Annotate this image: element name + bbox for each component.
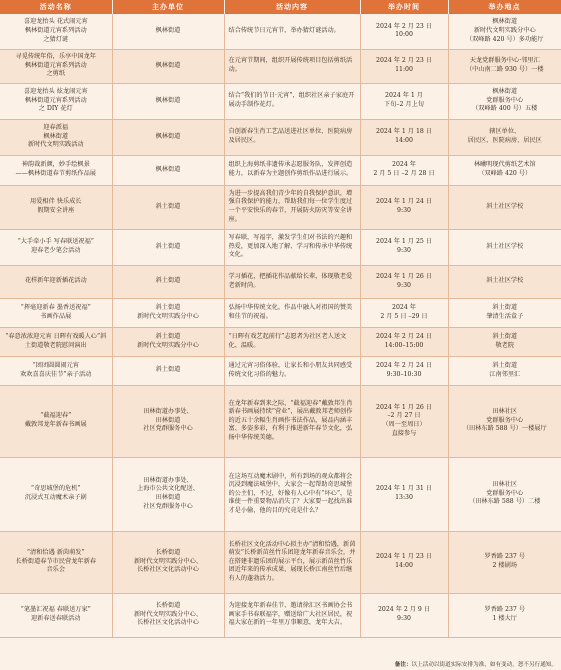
table-row (0, 265, 561, 298)
activity-time: 2024 年 1 月 18 日 14:00 (360, 119, 448, 155)
organizer: 田林街道办事处、 上海市公共文化配送、 田林街道 社区党群服务中心 (112, 457, 224, 531)
organizer: 枫林街道 (112, 155, 224, 185)
activity-time: 2024 年 2 月 5 日 –2 月 28 日 (360, 155, 448, 185)
organizer: 斜土街道 新时代文明实践分中心 (112, 298, 224, 327)
organizer: 枫林街道 (112, 14, 224, 49)
table-row (0, 83, 561, 119)
activity-time: 2024 年 2 月 23 日 11:00 (360, 49, 448, 83)
activity-content: 弘扬中华传统文化，作品中融入对祖国的赞美和佳节的祝福。 (224, 298, 360, 327)
activity-time: 2024 年 1 月 23 日 14:00 (360, 531, 448, 593)
activity-place: 罗香路 237 号 2 楼剧场 (448, 531, 561, 593)
activity-content: 为进一步提高我们青少年的自我保护意识，增强自我保护的能力，帮助我们每一位学生度过一个平安快乐的春节，开展防火防灾等安全讲座。 (224, 185, 360, 229)
header-organizer: 主办单位 (112, 0, 224, 14)
table-row (0, 185, 561, 229)
activity-name: 喜迎龙抬头 花式闹元宵 枫林街道元宵系列活动 之猜灯谜 (0, 14, 112, 49)
activity-time: 2024 年 1 月 25 日 9:30 (360, 229, 448, 265)
footnote-text: 以上活动以街道实际安排为准，如有变动，恕不另行通知。 (411, 662, 557, 668)
activity-place: 斜土街道 敬老院 (448, 327, 561, 356)
activity-time: 2024 年 2 月 24 日 9:30–10:30 (360, 356, 448, 385)
organizer: 斜土街道 (112, 185, 224, 229)
activity-place: 天龙党群服务中心·邻里汇 （中山南二路 930 号）一楼 (448, 49, 561, 83)
activity-name: 寻觅传统年俗，乐享中国龙年 枫林街道元宵系列活动 之剪纸 (0, 49, 112, 83)
activity-content: 为迎接龙年新春佳节，邀请徐汇区书画协会书画家手书春联福字，赠送给广大社区居民，祝福大家在新的一年里万事顺意，龙年大吉。 (224, 593, 360, 637)
activity-content: 写春联，写福字，激发学生们对书法的兴趣和热爱，更加深入地了解、学习和传承中华传统文化。 (224, 229, 360, 265)
activity-content: 通过元宵习俗体验，让家长和小朋友共同感受传统文化习俗的魅力。 (224, 356, 360, 385)
activity-name: “笔墨汇祝福 春联送万家” 迎新春送春联活动 (0, 593, 112, 637)
header-place: 举办地点 (448, 0, 561, 14)
table-row (0, 457, 561, 531)
activity-name: “团团圆圆闹元宵 欢欢喜喜庆佳节”亲子活动 (0, 356, 112, 385)
activity-place: 斜土街道 江南邻里汇 (448, 356, 561, 385)
table-row (0, 155, 561, 185)
activity-time: 2024 年 1 月 下旬–2 月上旬 (360, 83, 448, 119)
activity-content: 在这场互动魔术剧中，所有到场的观众都将会沉浸到魔法城堡中，大家会一起帮助奇思城堡的公主们，不过，好像有人心中有“坏心”，是谁使一件重要物品消失了？大家要一起找出谁才是小偷，他的目的究竟是什么？ (224, 457, 360, 531)
table-row (0, 385, 561, 457)
activity-content: 学习插花，把插花作品献给长辈，体现敬老爱老新时尚。 (224, 265, 360, 298)
activity-time: 2024 年 2 月 24 日 14:00–15:00 (360, 327, 448, 356)
table-row (0, 14, 561, 49)
table-row (0, 119, 561, 155)
activity-place: 斜土社区学校 (448, 185, 561, 229)
activity-content: 结合传统节日元宵节，举办猜灯谜活动。 (224, 14, 360, 49)
organizer: 枫林街道 (112, 83, 224, 119)
footnote (0, 660, 557, 668)
activity-content: 自创新春生肖工艺品送进社区单位、医院病房及居民区。 (224, 119, 360, 155)
table-row (0, 298, 561, 327)
organizer: 长桥街道 新时代文明实践分中心、 长桥社区文化活动中心 (112, 593, 224, 637)
activity-place: 枫林街道 新时代文明实践分中心 （双峰路 420 号）多功能厅 (448, 14, 561, 49)
activity-content: 组织上海剪纸非遗传承志愿服务队，发挥创造能力，以新春为主题创作剪纸作品进行展示。 (224, 155, 360, 185)
organizer: 长桥街道 新时代文明实践分中心、 长桥社区文化活动中心 (112, 531, 224, 593)
activity-name: 神韵裁新颜，妙手绘枫景 ——枫林街道春节剪纸作品展 (0, 155, 112, 185)
header-time: 举办时间 (360, 0, 448, 14)
activity-content: 在元宵节期间，组织开展传统项目包括剪纸活动。 (224, 49, 360, 83)
activity-place: 斜土社区学校 (448, 229, 561, 265)
activity-name: “春意浓浓迎元宵 日晖有戏暖人心”斜土街道敬老院慰问演出 (0, 327, 112, 356)
activity-content: 结合“我们的节日·元宵”，组织社区亲子家庭开展动手制作花灯。 (224, 83, 360, 119)
header-content: 活动内容 (224, 0, 360, 14)
activity-name: “清和恰遇 新茵萌发” 长桥街道春节市民营龙年新春 音乐会 (0, 531, 112, 593)
activity-content: 在龙年新春到来之际，“截福迎春”戴敦邦生肖新春书画展持续“营业”，展出戴敦邦老师创作的近五十余幅生肖画作书法作品，展品内涵丰富、多姿多彩，有利于推进新年春节文化，弘扬中华传统美德。 (224, 385, 360, 457)
table-body (0, 14, 561, 637)
activity-place: 罗香路 237 号 1 楼大厅 (448, 593, 561, 637)
activity-time: 2024 年 2 月 5 日 –29 日 (360, 298, 448, 327)
activity-place: 斜土街道 肇清生活盒子 (448, 298, 561, 327)
activity-place: 斜土社区学校 (448, 265, 561, 298)
activity-time: 2024 年 1 月 26 日 9:30 (360, 265, 448, 298)
activity-name: 用爱相伴 快乐成长 假期安全讲座 (0, 185, 112, 229)
footnote-label: 备注： (394, 662, 412, 668)
activity-name: 喜迎龙抬头 炫龙闹元宵 枫林街道元宵系列活动 之 DIY 花灯 (0, 83, 112, 119)
activity-name: “大手牵小手 写春联送祝福” 迎春老少笔会活动 (0, 229, 112, 265)
activity-name: 花样新年迎新插花活动 (0, 265, 112, 298)
organizer: 斜土街道 (112, 265, 224, 298)
organizer: 田林街道办事处、 田林街道 社区党群服务中心 (112, 385, 224, 457)
table-row (0, 531, 561, 593)
organizer: 斜土街道 (112, 229, 224, 265)
activity-time: 2024 年 1 月 26 日 –2 月 27 日 （周一至周日） 直接参与 (360, 385, 448, 457)
header-activity-name: 活动名称 (0, 0, 112, 14)
activity-name: “挥毫迎新春 墨香送祝福” 书画作品展 (0, 298, 112, 327)
activity-content: 长桥社区文化活动中心拟主办“清和恰遇，新茵萌发”长桥新苗丝竹乐团迎龙年新春音乐会，并在搭建非遗乐团的展示平台，展示新苗丝竹乐团近年来的传承成果，展现长桥江南丝竹后继有人的蓬勃活力。 (224, 531, 360, 593)
activity-name: “奇思城堡的危机” 沉浸式互动魔术亲子剧 (0, 457, 112, 531)
activity-name: 迎春派福 枫林街道 新时代文明实践活动 (0, 119, 112, 155)
table-row (0, 593, 561, 637)
activity-time: 2024 年 2 月 9 日 9:30 (360, 593, 448, 637)
table-row (0, 356, 561, 385)
organizer: 枫林街道 (112, 119, 224, 155)
table-row (0, 327, 561, 356)
table-row (0, 229, 561, 265)
activity-place: 林曦明现代剪纸艺术馆 （双峰路 420 号） (448, 155, 561, 185)
activity-place: 枫林街道 党群服务中心 （双峰路 400 号）五楼 (448, 83, 561, 119)
table-header (0, 0, 561, 14)
activity-place: 田林社区 党群服务中心 （田林东路 588 号）一楼展厅 (448, 385, 561, 457)
organizer: 斜土街道 (112, 356, 224, 385)
activity-place: 田林社区 党群服务中心 （田林东路 588 号）二楼 (448, 457, 561, 531)
table-row (0, 49, 561, 83)
activity-time: 2024 年 1 月 24 日 9:30 (360, 185, 448, 229)
activity-content: “日晖有戏艺起前行”志愿者为社区老人送文化、温暖。 (224, 327, 360, 356)
organizer: 枫林街道 (112, 49, 224, 83)
activity-time: 2024 年 1 月 31 日 13:30 (360, 457, 448, 531)
activity-place: 辖区单位、 居民区、医院病房、居民区 (448, 119, 561, 155)
activity-name: “截福迎春” 戴敦邦龙年新春书画展 (0, 385, 112, 457)
activity-time: 2024 年 2 月 23 日 10:00 (360, 14, 448, 49)
organizer: 斜土街道 新时代文明实践分中心 (112, 327, 224, 356)
